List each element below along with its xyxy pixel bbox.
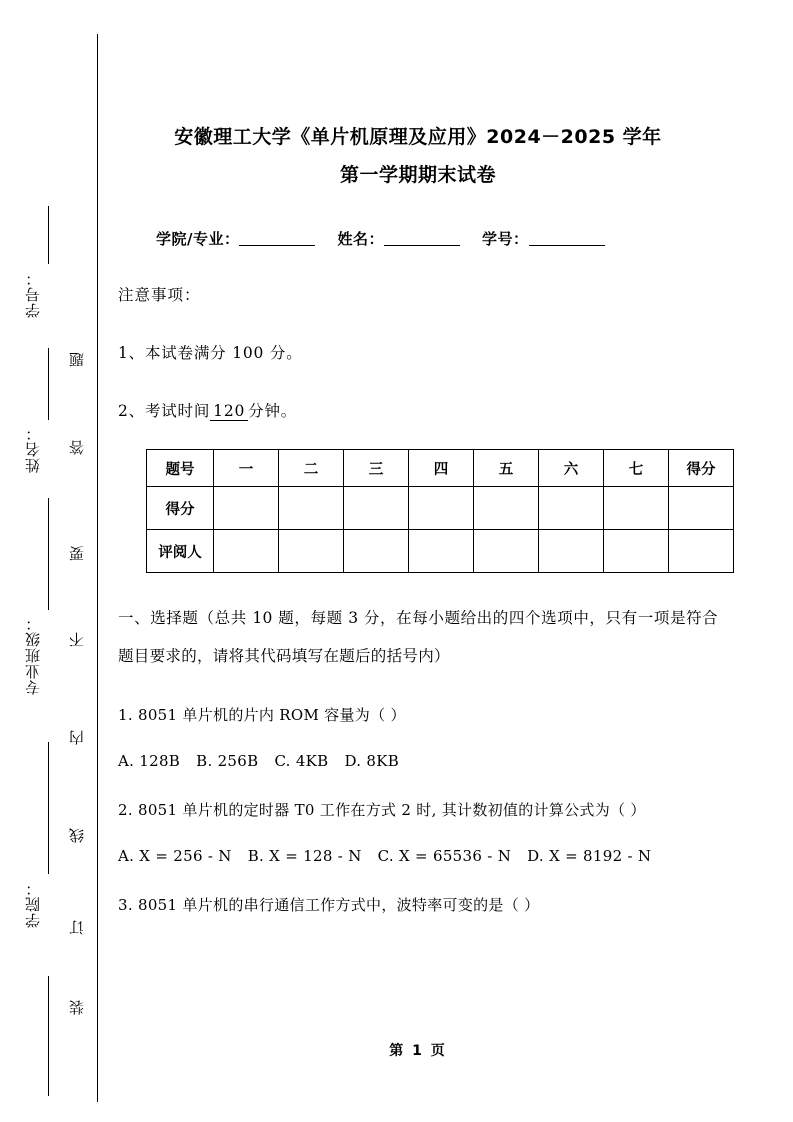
option-b[interactable]: B. 256B [196, 752, 259, 770]
score-table-cell[interactable] [344, 530, 409, 573]
option-a[interactable]: A. X = 256 - N [118, 847, 232, 865]
score-table-cell[interactable] [474, 530, 539, 573]
score-table-cell[interactable] [409, 530, 474, 573]
notice-item-2-prefix: 2、考试时间 [118, 402, 211, 420]
score-table-cell: 六 [539, 450, 604, 487]
score-table-cell: 三 [344, 450, 409, 487]
binding-rule-segment [48, 348, 49, 420]
binding-rule-segment [48, 742, 49, 874]
binding-char-bu: 不 [68, 632, 86, 647]
table-row [147, 450, 734, 487]
question-1-options [118, 752, 718, 770]
score-table-cell[interactable] [539, 487, 604, 530]
binding-rule-segment [48, 498, 49, 610]
binding-label-college: 学院： [24, 880, 42, 928]
identity-line [118, 228, 718, 249]
score-table-cell[interactable] [669, 530, 734, 573]
binding-char-xian: 线 [68, 828, 86, 843]
binding-char-ding: 订 [68, 920, 86, 935]
binding-label-major-class: 专业班级： [24, 615, 42, 695]
binding-char-nei: 内 [68, 730, 86, 745]
page-footer: 第 1 页 [389, 1043, 447, 1059]
question-2-options [118, 847, 718, 865]
question-3-text: 3. 8051 单片机的串行通信工作方式中，波特率可变的是（ ） [118, 896, 540, 914]
score-table-cell: 得分 [669, 450, 734, 487]
binding-label-name: 姓名： [24, 425, 42, 473]
option-c[interactable]: C. X = 65536 - N [377, 847, 512, 865]
score-table-cell[interactable] [474, 487, 539, 530]
question-1-text: 1. 8051 单片机的片内 ROM 容量为（ ） [118, 706, 406, 724]
table-row [147, 487, 734, 530]
score-table-cell: 七 [604, 450, 669, 487]
page-title-line1: 安徽理工大学《单片机原理及应用》2024－2025 学年 [174, 126, 662, 148]
score-table-cell[interactable] [279, 530, 344, 573]
score-table [146, 449, 734, 573]
page-border-rule [97, 34, 98, 1102]
table-row [147, 530, 734, 573]
name-blank[interactable] [384, 245, 460, 246]
college-major-blank[interactable] [239, 245, 315, 246]
score-table-cell[interactable] [214, 487, 279, 530]
college-major-label: 学院/专业： [156, 230, 240, 248]
score-table-cell[interactable] [669, 487, 734, 530]
score-table-cell[interactable] [279, 487, 344, 530]
score-table-cell[interactable] [604, 530, 669, 573]
score-table-cell[interactable] [604, 487, 669, 530]
score-table-cell: 一 [214, 450, 279, 487]
page-title-line2: 第一学期期末试卷 [339, 164, 496, 186]
binding-rule-segment [48, 206, 49, 264]
score-table-cell: 四 [409, 450, 474, 487]
notice-item-2-suffix: 分钟。 [248, 402, 298, 420]
score-table-cell[interactable] [539, 530, 604, 573]
option-d[interactable]: D. X = 8192 - N [527, 847, 652, 865]
exam-paper-body [118, 0, 718, 1122]
student-id-label: 学号： [482, 230, 529, 248]
option-b[interactable]: B. X = 128 - N [247, 847, 362, 865]
page-title [118, 118, 718, 194]
score-table-rowhead: 题号 [147, 450, 214, 487]
notice-item-1: 1、本试卷满分 100 分。 [118, 344, 303, 362]
option-d[interactable]: D. 8KB [344, 752, 400, 770]
score-table-cell[interactable] [409, 487, 474, 530]
option-c[interactable]: C. 4KB [274, 752, 329, 770]
name-label: 姓名： [337, 230, 384, 248]
score-table-cell: 二 [279, 450, 344, 487]
score-table-cell[interactable] [214, 530, 279, 573]
option-a[interactable]: A. 128B [118, 752, 181, 770]
binding-rule-segment [48, 976, 49, 1096]
notice-heading: 注意事项： [118, 286, 201, 304]
student-id-blank[interactable] [529, 245, 605, 246]
score-table-cell[interactable] [344, 487, 409, 530]
binding-char-da: 答 [68, 440, 86, 455]
section-heading: 一、选择题（总共 10 题，每题 3 分，在每小题给出的四个选项中，只有一项是符合题目要求的，请将其代码填写在题后的括号内） [118, 609, 718, 665]
exam-duration-value: 120 [210, 402, 248, 421]
binding-char-yao: 要 [68, 546, 86, 561]
question-2-text: 2. 8051 单片机的定时器 T0 工作在方式 2 时, 其计数初值的计算公式为（ ） [118, 801, 646, 819]
binding-label-student-id: 学号： [24, 270, 42, 318]
binding-char-zhuang: 装 [68, 1000, 86, 1015]
score-table-cell: 五 [474, 450, 539, 487]
score-table-rowhead: 评阅人 [147, 530, 214, 573]
binding-char-ti: 题 [68, 352, 86, 367]
notice-item-2 [118, 399, 718, 421]
score-table-rowhead: 得分 [147, 487, 214, 530]
